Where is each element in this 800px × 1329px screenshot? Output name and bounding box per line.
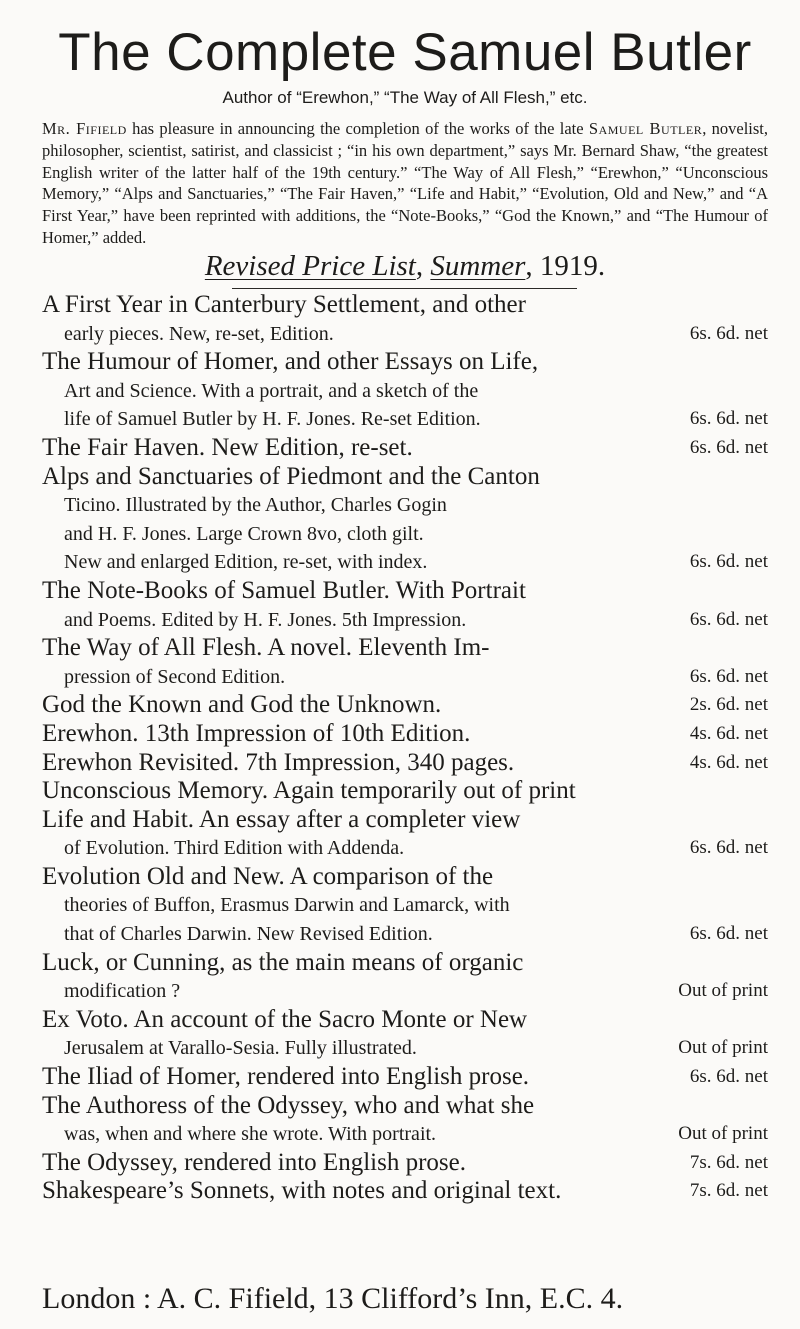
book-line-text: that of Charles Darwin. New Revised Edition. [64,923,433,946]
book-entry [42,1149,768,1178]
book-entry [42,634,768,691]
book-entry [42,463,768,577]
publisher-footer: London : A. C. Fifield, 13 Clifford’s Inn, E.C. 4. [42,1282,624,1315]
book-price: 6s. 6d. net [689,1066,768,1088]
book-title-line [42,720,768,749]
book-description-line [42,920,768,949]
book-entry [42,863,768,949]
book-entry [42,291,768,348]
book-line-text: pression of Second Edition. [64,665,286,688]
book-title-line [42,1149,768,1178]
book-line-text: Ticino. Illustrated by the Author, Charles Gogin [64,494,447,517]
book-price: 6s. 6d. net [689,837,768,859]
book-title-line [42,463,768,492]
book-title-line [42,1092,768,1121]
book-description-line [42,606,768,635]
book-title-line [42,691,768,720]
book-line-text: The Note-Books of Samuel Butler. With Portrait [42,576,526,604]
book-title-line [42,749,768,778]
book-entry [42,434,768,463]
book-price: 6s. 6d. net [689,923,768,945]
book-line-text: life of Samuel Butler by H. F. Jones. Re-set Edition. [64,408,481,431]
subtitle: Author of “Erewhon,” “The Way of All Flesh,” etc. [222,88,588,107]
book-line-text: and Poems. Edited by H. F. Jones. 5th Impression. [64,608,467,631]
book-list [42,291,768,1206]
season-label: Summer [430,250,526,282]
book-line-text: The Way of All Flesh. A novel. Eleventh Im- [42,634,490,662]
book-entry [42,691,768,720]
page-title: The Complete Samuel Butler [58,23,752,82]
heading-divider [232,288,577,289]
book-price: Out of print [678,1123,768,1145]
book-price: 6s. 6d. net [689,322,768,344]
book-price: 6s. 6d. net [689,665,768,687]
year-label: 1919. [539,250,606,282]
book-line-text: Erewhon Revisited. 7th Impression, 340 pages. [42,748,515,776]
book-line-text: Jerusalem at Varallo-Sesia. Fully illustrated. [64,1037,417,1060]
book-line-text: theories of Buffon, Erasmus Darwin and Lamarck, with [64,894,510,917]
book-entry [42,1177,768,1206]
book-entry [42,577,768,634]
price-list-heading [42,248,768,284]
book-title-line [42,434,768,463]
book-line-text: of Evolution. Third Edition with Addenda. [64,837,405,860]
book-description-line [42,663,768,692]
book-price: 7s. 6d. net [689,1151,768,1173]
book-title-line [42,1177,768,1206]
book-title-line [42,634,768,663]
book-title-line [42,1006,768,1035]
book-title-line [42,577,768,606]
book-line-text: Luck, or Cunning, as the main means of organic [42,948,524,976]
book-price: 6s. 6d. net [689,551,768,573]
book-line-text: The Humour of Homer, and other Essays on Life, [42,348,539,376]
heading-comma-2: , [525,250,540,282]
book-title-line [42,348,768,377]
book-line-text: God the Known and God the Unknown. [42,691,442,719]
book-description-line [42,977,768,1006]
book-line-text: Evolution Old and New. A comparison of the [42,862,494,890]
book-line-text: and H. F. Jones. Large Crown 8vo, cloth gilt. [64,522,424,545]
book-description-line [42,1120,768,1149]
book-description-line [42,1034,768,1063]
book-description-line [42,548,768,577]
book-title-line [42,1063,768,1092]
book-price: 7s. 6d. net [689,1180,768,1202]
book-line-text: The Fair Haven. New Edition, re-set. [42,433,413,461]
book-description-line [42,834,768,863]
book-price: 6s. 6d. net [689,408,768,430]
book-description-line [42,377,768,406]
book-line-text: Life and Habit. An essay after a completer view [42,805,521,833]
book-line-text: Alps and Sanctuaries of Piedmont and the Canton [42,462,540,490]
book-entry [42,949,768,1006]
book-price: 4s. 6d. net [689,722,768,744]
book-line-text: was, when and where she wrote. With portrait. [64,1123,437,1146]
book-line-text: The Iliad of Homer, rendered into English prose. [42,1063,530,1091]
book-line-text: Erewhon. 13th Impression of 10th Edition. [42,719,471,747]
book-description-line [42,520,768,549]
book-line-text: Art and Science. With a portrait, and a sketch of the [64,379,479,402]
price-list-label: Revised Price List [204,250,416,282]
book-title-line [42,777,768,806]
book-line-text: A First Year in Canterbury Settlement, and other [42,291,526,318]
book-line-text: Unconscious Memory. Again temporarily out of print [42,777,576,805]
book-title-line [42,949,768,978]
publisher-name: Mr. Fifield [42,119,127,138]
heading-comma-1: , [415,250,431,282]
book-description-line [42,320,768,349]
book-price: 6s. 6d. net [689,608,768,630]
book-line-text: Ex Voto. An account of the Sacro Monte or New [42,1005,528,1033]
book-title-line [42,863,768,892]
book-description-line [42,405,768,434]
book-entry [42,348,768,434]
author-name: Samuel Butler [588,119,703,138]
book-entry [42,720,768,749]
book-description-line [42,891,768,920]
book-price: 6s. 6d. net [689,436,768,458]
book-price: 2s. 6d. net [689,694,768,716]
book-line-text: New and enlarged Edition, re-set, with index. [64,551,428,574]
book-entry [42,1092,768,1149]
intro-text-2: , novelist, philosopher, scientist, satirist, and classicist ; “in his own department,” says Mr. Bernard Shaw, “the greatest English writer of the latter half of the 19th century.” “The Way of All Flesh,” “Erewhon,” “Unconscious Memory,” “Alps and Sanctuaries,” “The Fair Haven,” “Life and Habit,” “Evolution, Old and New,” and “A First Year,” have been reprinted with additions, the “Note-Books,” “God the Known,” and “The Humour of Homer,” added. [42,119,769,247]
book-entry [42,806,768,863]
book-title-line [42,806,768,835]
book-entry [42,1063,768,1092]
book-price: Out of print [678,980,768,1002]
book-line-text: The Odyssey, rendered into English prose. [42,1148,466,1176]
intro-paragraph [42,118,768,249]
book-title-line [42,291,768,320]
book-line-text: early pieces. New, re-set, Edition. [64,322,334,345]
book-line-text: modification ? [64,980,181,1003]
book-price: 4s. 6d. net [689,751,768,773]
book-description-line [42,491,768,520]
book-entry [42,777,768,806]
book-line-text: The Authoress of the Odyssey, who and what she [42,1091,535,1119]
book-entry [42,749,768,778]
book-price: Out of print [678,1037,768,1059]
intro-text-1: has pleasure in announcing the completion of the works of the late [126,119,589,138]
book-line-text: Shakespeare’s Sonnets, with notes and original text. [42,1177,562,1205]
book-entry [42,1006,768,1063]
